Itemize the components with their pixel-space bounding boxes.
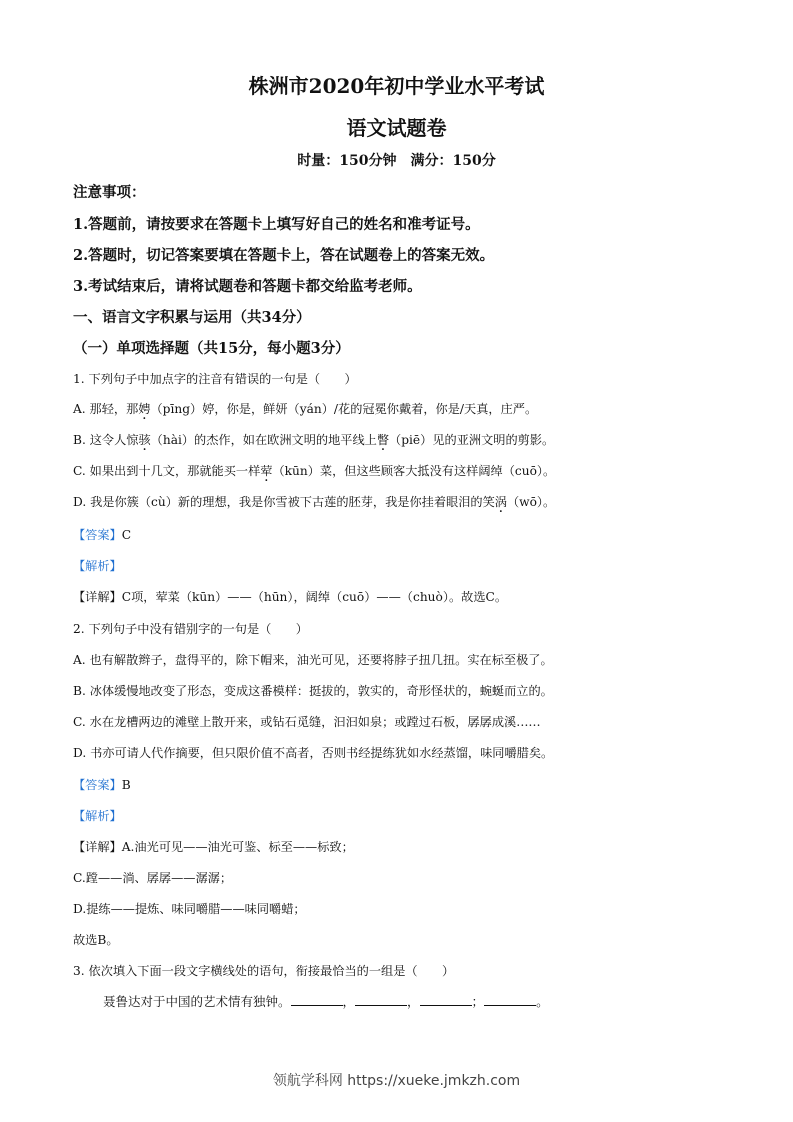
q2-option-a: A. 也有解散辫子，盘得平的，除下帽来，油光可见，还要将脖子扭几扭。实在标至极了。 xyxy=(73,653,553,667)
q3-stem: 3. 依次填入下面一段文字横线处的语句，衔接最恰当的一组是（ ） xyxy=(73,964,455,978)
q2-option-b: B. 冰体缓慢地改变了形态，变成这番模样：挺拔的，敦实的，奇形怪状的，蜿蜒而立的。 xyxy=(73,684,553,698)
blank-3 xyxy=(420,993,472,1006)
q2-detail-1: 【详解】A.油光可见——油光可鉴、标至——标致； xyxy=(73,840,354,854)
q1-detail: 【详解】C项，荤菜（kūn）——（hūn），阔绰（cuō）——（chuò）。故选C。 xyxy=(73,590,508,604)
q2-stem: 2. 下列句子中没有错别字的一句是（ ） xyxy=(73,622,308,636)
q2-detail-3: D.提练——提炼、味同嚼腊——味同嚼蜡； xyxy=(73,902,306,916)
q1-option-d: D. 我是你簇（cù）新的理想，我是你雪被下古莲的胚芽，我是你挂着眼泪的笑涡（wō）。 xyxy=(73,495,556,509)
q2-detail-2: C.蹚——淌、孱孱——潺潺； xyxy=(73,871,233,885)
q1-stem: 1. 下列句子中加点字的注音有错误的一句是（ ） xyxy=(73,372,357,386)
answer-tag: 【答案】 xyxy=(73,778,122,792)
section-heading: 一、语言文字积累与运用（共34分） xyxy=(73,309,311,326)
q3-sentence: 聂鲁达对于中国的艺术情有独钟。 ， ， ； 。 xyxy=(103,994,549,1009)
q1-option-c: C. 如果出到十几文，那就能买一样荤（kūn）菜，但这些顾客大抵没有这样阔绰（cuō）。 xyxy=(73,464,556,478)
exam-title: 株洲市2020年初中学业水平考试 xyxy=(248,74,545,98)
notice-item-1: 1.答题前，请按要求在答题卡上填写好自己的姓名和准考证号。 xyxy=(73,216,480,233)
q1-option-a: A. 那轻，那娉（pīng）婷，你是，鲜妍（yán）/花的冠冕你戴着，你是/天真，庄严。 xyxy=(73,402,538,416)
notice-heading: 注意事项： xyxy=(73,184,146,201)
q2-option-d: D. 书亦可请人代作摘要，但只限价值不高者，否则书经提练犹如水经蒸馏，味同嚼腊矣。 xyxy=(73,746,554,760)
blank-4 xyxy=(484,993,536,1006)
blank-1 xyxy=(291,993,343,1006)
q1-answer: 【答案】C xyxy=(73,528,132,542)
answer-tag: 【答案】 xyxy=(73,528,122,542)
q2-detail-4: 故选B。 xyxy=(73,933,119,947)
q1-analysis-tag: 【解析】 xyxy=(73,559,122,573)
q1-option-b: B. 这令人惊骇（hài）的杰作，如在欧洲文明的地平线上瞥（piē）见的亚洲文明的剪影。 xyxy=(73,433,555,447)
notice-item-2: 2.答题时，切记答案要填在答题卡上，答在试题卷上的答案无效。 xyxy=(73,247,495,264)
sub-section-heading: （一）单项选择题（共15分，每小题3分） xyxy=(73,340,350,357)
blank-2 xyxy=(355,993,407,1006)
q2-analysis-tag: 【解析】 xyxy=(73,809,122,823)
q2-option-c: C. 水在龙槽两边的滩壁上散开来，或钻石觅缝，汩汩如泉；或蹚过石板，孱孱成溪…… xyxy=(73,715,541,729)
q2-answer: 【答案】B xyxy=(73,778,131,792)
exam-subtitle: 语文试题卷 xyxy=(346,116,447,140)
footer-watermark: 领航学科网 https://xueke.jmkzh.com xyxy=(272,1073,521,1089)
notice-item-3: 3.考试结束后，请将试题卷和答题卡都交给监考老师。 xyxy=(73,278,422,295)
exam-time-score: 时量：150分钟 满分：150分 xyxy=(297,153,496,169)
